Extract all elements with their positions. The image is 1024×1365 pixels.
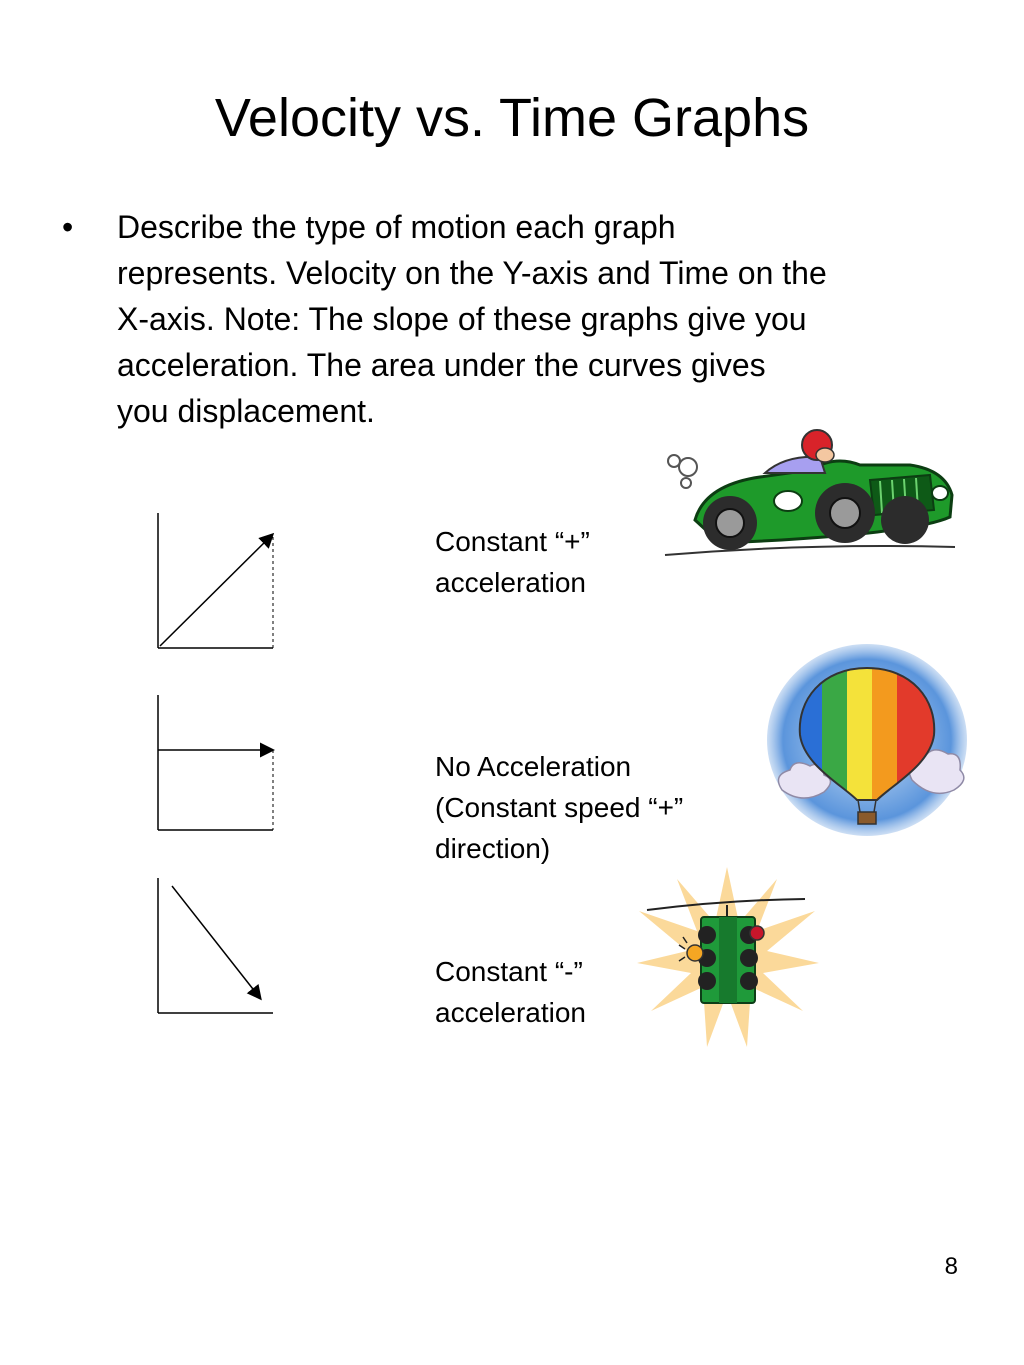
label-line: Constant “+” — [435, 526, 590, 557]
label-line: acceleration — [435, 997, 586, 1028]
page-number: 8 — [944, 1253, 958, 1280]
race-car-icon — [660, 425, 960, 560]
label-line: No Acceleration — [435, 751, 632, 782]
graph-increasing-velocity — [150, 505, 280, 655]
trend-line — [172, 886, 260, 998]
bullet-line: represents. Velocity on the Y-axis and Time on the — [117, 255, 827, 291]
graph-constant-velocity — [150, 687, 280, 837]
label-line: direction) — [435, 833, 551, 864]
graph-decreasing-velocity — [150, 870, 280, 1020]
bullet-marker: • — [62, 209, 74, 245]
graph-label-1 — [435, 521, 590, 603]
bullet-line: acceleration. The area under the curves gives — [117, 347, 766, 383]
label-line: (Constant speed “+” — [435, 792, 684, 823]
bullet-line: X-axis. Note: The slope of these graphs give you — [117, 301, 807, 337]
bullet-line: Describe the type of motion each graph — [117, 209, 676, 245]
graph-label-2 — [435, 746, 683, 869]
traffic-light-icon — [635, 865, 820, 1050]
bullet-text — [117, 204, 977, 434]
graph-label-3 — [435, 951, 586, 1033]
bullet-line: you displacement. — [117, 393, 375, 429]
trend-line — [160, 535, 272, 646]
hot-air-balloon-icon — [762, 640, 972, 840]
label-line: acceleration — [435, 567, 586, 598]
slide-title: Velocity vs. Time Graphs — [214, 88, 810, 148]
label-line: Constant “-” — [435, 956, 583, 987]
